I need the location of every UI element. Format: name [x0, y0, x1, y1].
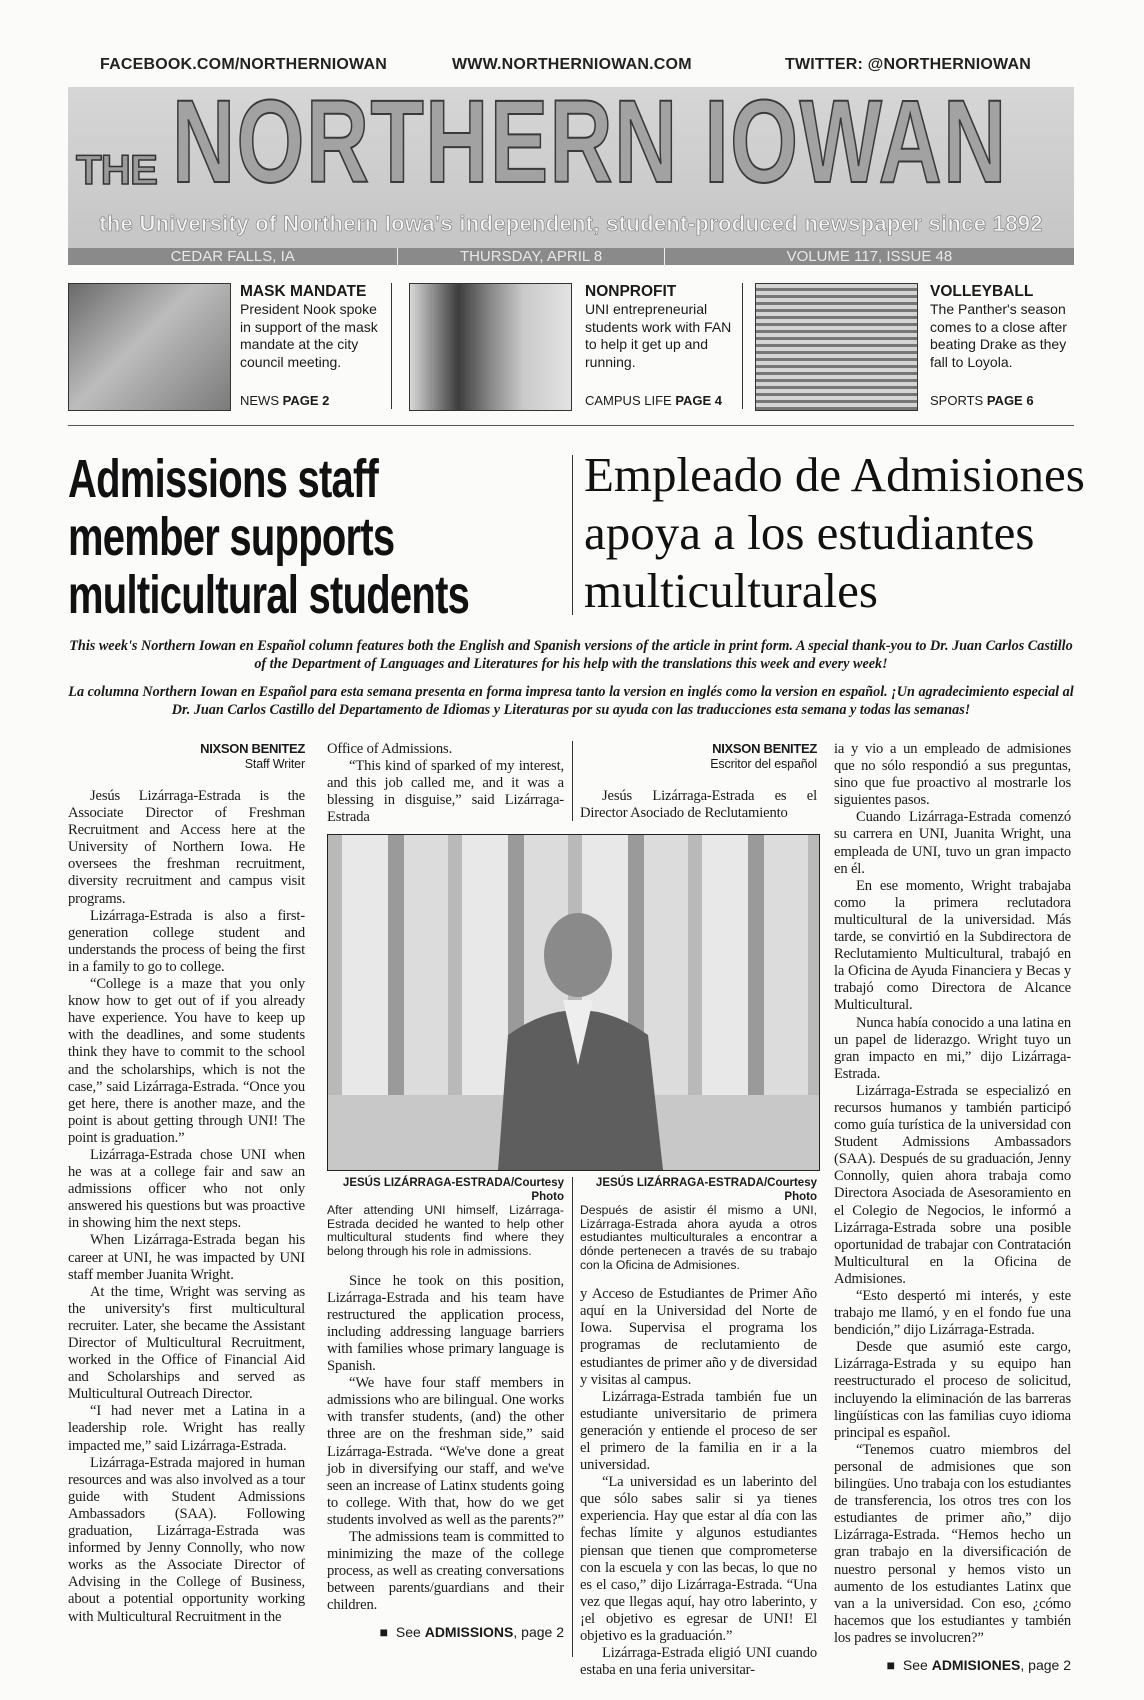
masthead-tagline: the University of Northern Iowa's independent, student-produced newspaper since 1892	[99, 211, 1043, 236]
paragraph: “This kind of sparked of my interest, and this job called me, and it was a blessing in disguise,” said Lizárraga-Estrada	[327, 758, 564, 826]
teaser-section: NEWS	[240, 392, 279, 408]
english-column-1	[68, 741, 305, 1626]
date-bar	[68, 248, 1074, 265]
teaser-text: The Panther's season comes to a close after beating Drake as they fall to Loyola.	[930, 301, 1067, 370]
divider	[391, 283, 392, 409]
english-column-2-top	[327, 741, 564, 826]
teaser-page	[930, 390, 1080, 410]
teaser-kicker: NONPROFIT	[585, 283, 677, 300]
spanish-column-4	[834, 741, 1071, 1674]
masthead-title: NORTHERN IOWAN	[172, 76, 1008, 208]
paragraph: Lizárraga-Estrada majored in human resources and was also involved as a tour guide with Student Admissions Ambassadors (SAA). Following graduation, Lizárraga-Estrada was informed by Jenny Connolly, who now works as the Associate Director of Advising in the College of Business, about a potential opportunity working with Multicultural Recruitment in the	[68, 1454, 305, 1625]
paragraph: “Esto despertó mi interés, y este trabajo me llamó, y en el fondo fue una bendición,” dijo Lizárraga-Estrada.	[834, 1288, 1071, 1339]
paragraph: Jesús Lizárraga-Estrada es el Director Asociado de Reclutamiento	[580, 788, 817, 822]
paragraph: “College is a maze that you only know how to get out of if you already have experience. You have to keep up with the deadlines, and some students think they have to commit to the school and the scholarships, which is not the case,” said Lizárraga-Estrada. “Once you get here, there is another maze, and the point is about getting through UNI! The point is graduation.”	[68, 976, 305, 1146]
english-column-2-bottom	[327, 1177, 564, 1641]
headline-line: Admissions staff	[68, 449, 379, 509]
headline-line: apoya a los estudiantes	[584, 505, 1035, 560]
teaser-page-number: PAGE 2	[282, 392, 330, 408]
location: CEDAR FALLS, IA	[68, 248, 398, 265]
paragraph: When Lizárraga-Estrada began his career at UNI, he was impacted by UNI staff member Juanita Wright.	[68, 1232, 305, 1283]
paragraph: ia y vio a un empleado de admisiones que no sólo respondió a sus preguntas, sino que fue proactivo al mostrarle los siguientes pasos.	[834, 741, 1071, 809]
jump-link-english[interactable]	[327, 1624, 564, 1641]
photo-credit: JESÚS LIZÁRRAGA-ESTRADA/Courtesy Photo	[595, 1177, 817, 1203]
teaser-page-number: PAGE 4	[675, 392, 723, 408]
jump-page: , page 2	[1020, 1656, 1071, 1673]
paragraph: Lizárraga-Estrada chose UNI when he was at a college fair and saw an admissions officer who not only answered his questions but was proactive in showing him the next steps.	[68, 1146, 305, 1232]
byline	[580, 741, 817, 772]
jump-link-spanish[interactable]	[834, 1657, 1071, 1674]
spanish-column-3-bottom	[580, 1177, 817, 1679]
square-bullet-icon: ■	[379, 1624, 389, 1641]
author-role: Escritor del español	[710, 757, 817, 771]
jump-word: ADMISSIONS	[424, 1624, 514, 1641]
intro-spanish: La columna Northern Iowan en Español para esta semana presenta en forma impresa tanto la version en inglés como la version en español. ¡Un agradecimiento especial al Dr. Juan Carlos Castillo del Departamento de Idiomas y Literaturas por su ayuda con las traducciones esta semana y todas las semanas!	[68, 684, 1074, 718]
teaser-sports[interactable]	[930, 283, 1080, 409]
caption-text: Después de asistir él mismo a UNI, Lizárraga-Estrada ahora ayuda a otros estudiantes multiculturales a encontrar a dónde pertenecen a través de su trabajo con la Oficina de Admisiones.	[580, 1203, 817, 1272]
paragraph: Since he took on this position, Lizárraga-Estrada and his team have restructured the application process, including addressing language barriers with families whose primary language is Spanish.	[327, 1272, 564, 1375]
author-role: Staff Writer	[244, 757, 305, 771]
teaser-page-number: PAGE 6	[986, 392, 1034, 408]
square-bullet-icon: ■	[886, 1656, 896, 1673]
intro	[68, 637, 1074, 729]
paragraph: The admissions team is committed to minimizing the maze of the college process, as well as creating conversations between parents/guardians and their children.	[327, 1528, 564, 1614]
teaser-text: UNI entrepreneurial students work with FAN to help it get up and running.	[585, 301, 732, 370]
issue-number: VOLUME 117, ISSUE 48	[786, 248, 953, 265]
teaser-kicker: VOLLEYBALL	[930, 283, 1034, 300]
nonprofit-photo	[409, 283, 572, 411]
jump-prefix: See	[395, 1624, 421, 1641]
photo-caption-english	[327, 1177, 564, 1259]
paragraph: Office of Admissions.	[327, 741, 453, 757]
headline-english	[68, 450, 469, 624]
paragraph: “I had never met a Latina in a leadership role. Wright has really impacted me,” said Lizárraga-Estrada.	[68, 1403, 305, 1454]
jump-page: , page 2	[513, 1624, 564, 1641]
headline-spanish	[584, 446, 1085, 620]
mask-mandate-photo	[68, 283, 231, 411]
paragraph: Lizárraga-Estrada eligió UNI cuando estaba en una feria universitar-	[580, 1645, 817, 1679]
teaser-page	[240, 390, 390, 410]
teaser-news[interactable]	[240, 283, 390, 409]
divider	[572, 741, 573, 821]
paragraph: Lizárraga-Estrada también fue un estudiante universitario de primera generación y entiende el proceso de ser el primero de la familia en ir a la universidad.	[580, 1388, 817, 1474]
headline-line: multiculturales	[584, 563, 878, 618]
paragraph: y Acceso de Estudiantes de Primer Año aquí en la Universidad del Norte de Iowa. Supervisa el programa los programas de reclutamiento de estudiantes de primer año y de diversidad y visitas al campus.	[580, 1286, 817, 1388]
paragraph: Jesús Lizárraga-Estrada is the Associate Director of Freshman Recruitment and Access here at the University of Northern Iowa. He oversees the freshman recruitment, diversity recruitment and campus visit programs.	[68, 788, 305, 907]
paragraph: “La universidad es un laberinto del que sólo sabes salir si ya tienes experiencia. Hay que estar al día con las fechas límite y algunos estudiantes piensan que tienen que comprometerse con la escuela y con las becas, lo que no es el caso,” dijo Lizárraga-Estrada. “Una vez que llegas aquí, hay otro laberinto, y ¡el objetivo es egresar de UNI! El objetivo es la graduación.”	[580, 1474, 817, 1645]
intro-english: This week's Northern Iowan en Español column features both the English and Spanish versions of the article in print form. A special thank-you to Dr. Juan Carlos Castillo of the Department of Languages and Literatures for his help with the translations this week and every week!	[69, 638, 1073, 672]
headline-line: multicultural students	[68, 565, 470, 625]
author-name: NIXSON BENITEZ	[712, 741, 817, 756]
section-rule	[68, 425, 1074, 426]
divider	[572, 455, 573, 615]
masthead-the: THE	[76, 146, 157, 193]
paragraph: Cuando Lizárraga-Estrada comenzó su carrera en UNI, Juanita Wright, una empleada de UNI, tuvo un gran impacto en él.	[834, 809, 1071, 877]
facebook-link[interactable]: FACEBOOK.COM/NORTHERNIOWAN	[100, 56, 387, 73]
issue-date: THURSDAY, APRIL 8	[398, 248, 664, 265]
author-name: NIXSON BENITEZ	[200, 741, 305, 756]
teaser-page	[585, 390, 735, 410]
jump-word: ADMISIONES	[931, 1656, 1021, 1673]
masthead	[68, 76, 1074, 265]
photo-caption-spanish	[580, 1177, 817, 1272]
paragraph: “We have four staff members in admissions who are bilingual. One works with transfer students, (and) the other three are on the freshman side,” said Lizárraga-Estrada. “We've done a great job in diversifying our staff, and we've seen an increase of Latinx students going to college. With that, how do we get students involved as well as the parents?”	[327, 1375, 564, 1528]
divider	[572, 1177, 573, 1657]
paragraph: Desde que asumió este cargo, Lizárraga-Estrada y su equipo han reestructurado el proceso de solicitud, incluyendo la eliminación de las barreras lingüísticas con las familias cuyo idioma principal es español.	[834, 1339, 1071, 1441]
person-photo-illustration	[328, 835, 819, 1170]
byline	[68, 741, 305, 772]
paragraph: Lizárraga-Estrada is also a first-generation college student and understands the process of being the first in a family to go to college.	[68, 907, 305, 975]
teaser-section: CAMPUS LIFE	[585, 392, 672, 408]
website-link[interactable]: WWW.NORTHERNIOWAN.COM	[452, 56, 692, 73]
volleyball-photo	[755, 283, 918, 411]
spanish-column-3-top	[580, 741, 817, 822]
paragraph: At the time, Wright was serving as the university's first multicultural recruiter. Later, she became the Assistant Director of Multicultural Recruitment, worked in the Office of Financial Aid and Scholarships and served as Multicultural Outreach Director.	[68, 1283, 305, 1403]
teaser-kicker: MASK MANDATE	[240, 283, 367, 300]
jump-prefix: See	[902, 1656, 928, 1673]
teaser-campus-life[interactable]	[585, 283, 735, 409]
headline-line: Empleado de Admisiones	[584, 447, 1085, 502]
paragraph: Nunca había conocido a una latina en un papel de liderazgo. Wright tuyo un gran impacto en mi,” dijo Lizárraga-Estrada.	[834, 1014, 1071, 1082]
teaser-section: SPORTS	[930, 392, 984, 408]
divider	[742, 283, 743, 409]
caption-text: After attending UNI himself, Lizárraga-Estrada decided he wanted to help other multicultural students find where they belong through his role in admissions.	[327, 1203, 564, 1258]
teaser-text: President Nook spoke in support of the mask mandate at the city council meeting.	[240, 301, 378, 370]
twitter-link[interactable]: TWITTER: @NORTHERNIOWAN	[785, 56, 1031, 73]
article-photo	[327, 834, 820, 1171]
paragraph: “Tenemos cuatro miembros del personal de admisiones que son bilingües. Uno trabaja con los estudiantes de transferencia, los otros tres con los estudiantes de primer año,” dijo Lizárraga-Estrada. “Hemos hecho un gran trabajo en la diversificación de nuestro personal y hemos visto un aumento de los estudiantes Latinx que van a la universidad. Con eso, ¿cómo hacemos que los estudiantes y también los padres se involucren?”	[834, 1441, 1071, 1646]
photo-credit: JESÚS LIZÁRRAGA-ESTRADA/Courtesy Photo	[342, 1177, 564, 1203]
paragraph: Lizárraga-Estrada se especializó en recursos humanos y también participó como guía turística de la universidad con Student Admissions Ambassadors (SAA). Después de su graduación, Jenny Connolly, quien ahora trabaja como Directora Asociada de Asesoramiento en el Colegio de Negocios, le informó a Lizárraga-Estrada sobre una posible oportunidad de trabajar con Contratación Multicultural en la Oficina de Admisiones.	[834, 1082, 1071, 1287]
headline-line: member supports	[68, 507, 395, 567]
paragraph: En ese momento, Wright trabajaba como la primera reclutadora multicultural de la universidad. Más tarde, se convirtió en la Subdirectora de Reclutamiento Multicultural, trabajó en la Oficina de Ayuda Financiera y Becas y trabajó como Directora de Alcance Multicultural.	[834, 877, 1071, 1014]
